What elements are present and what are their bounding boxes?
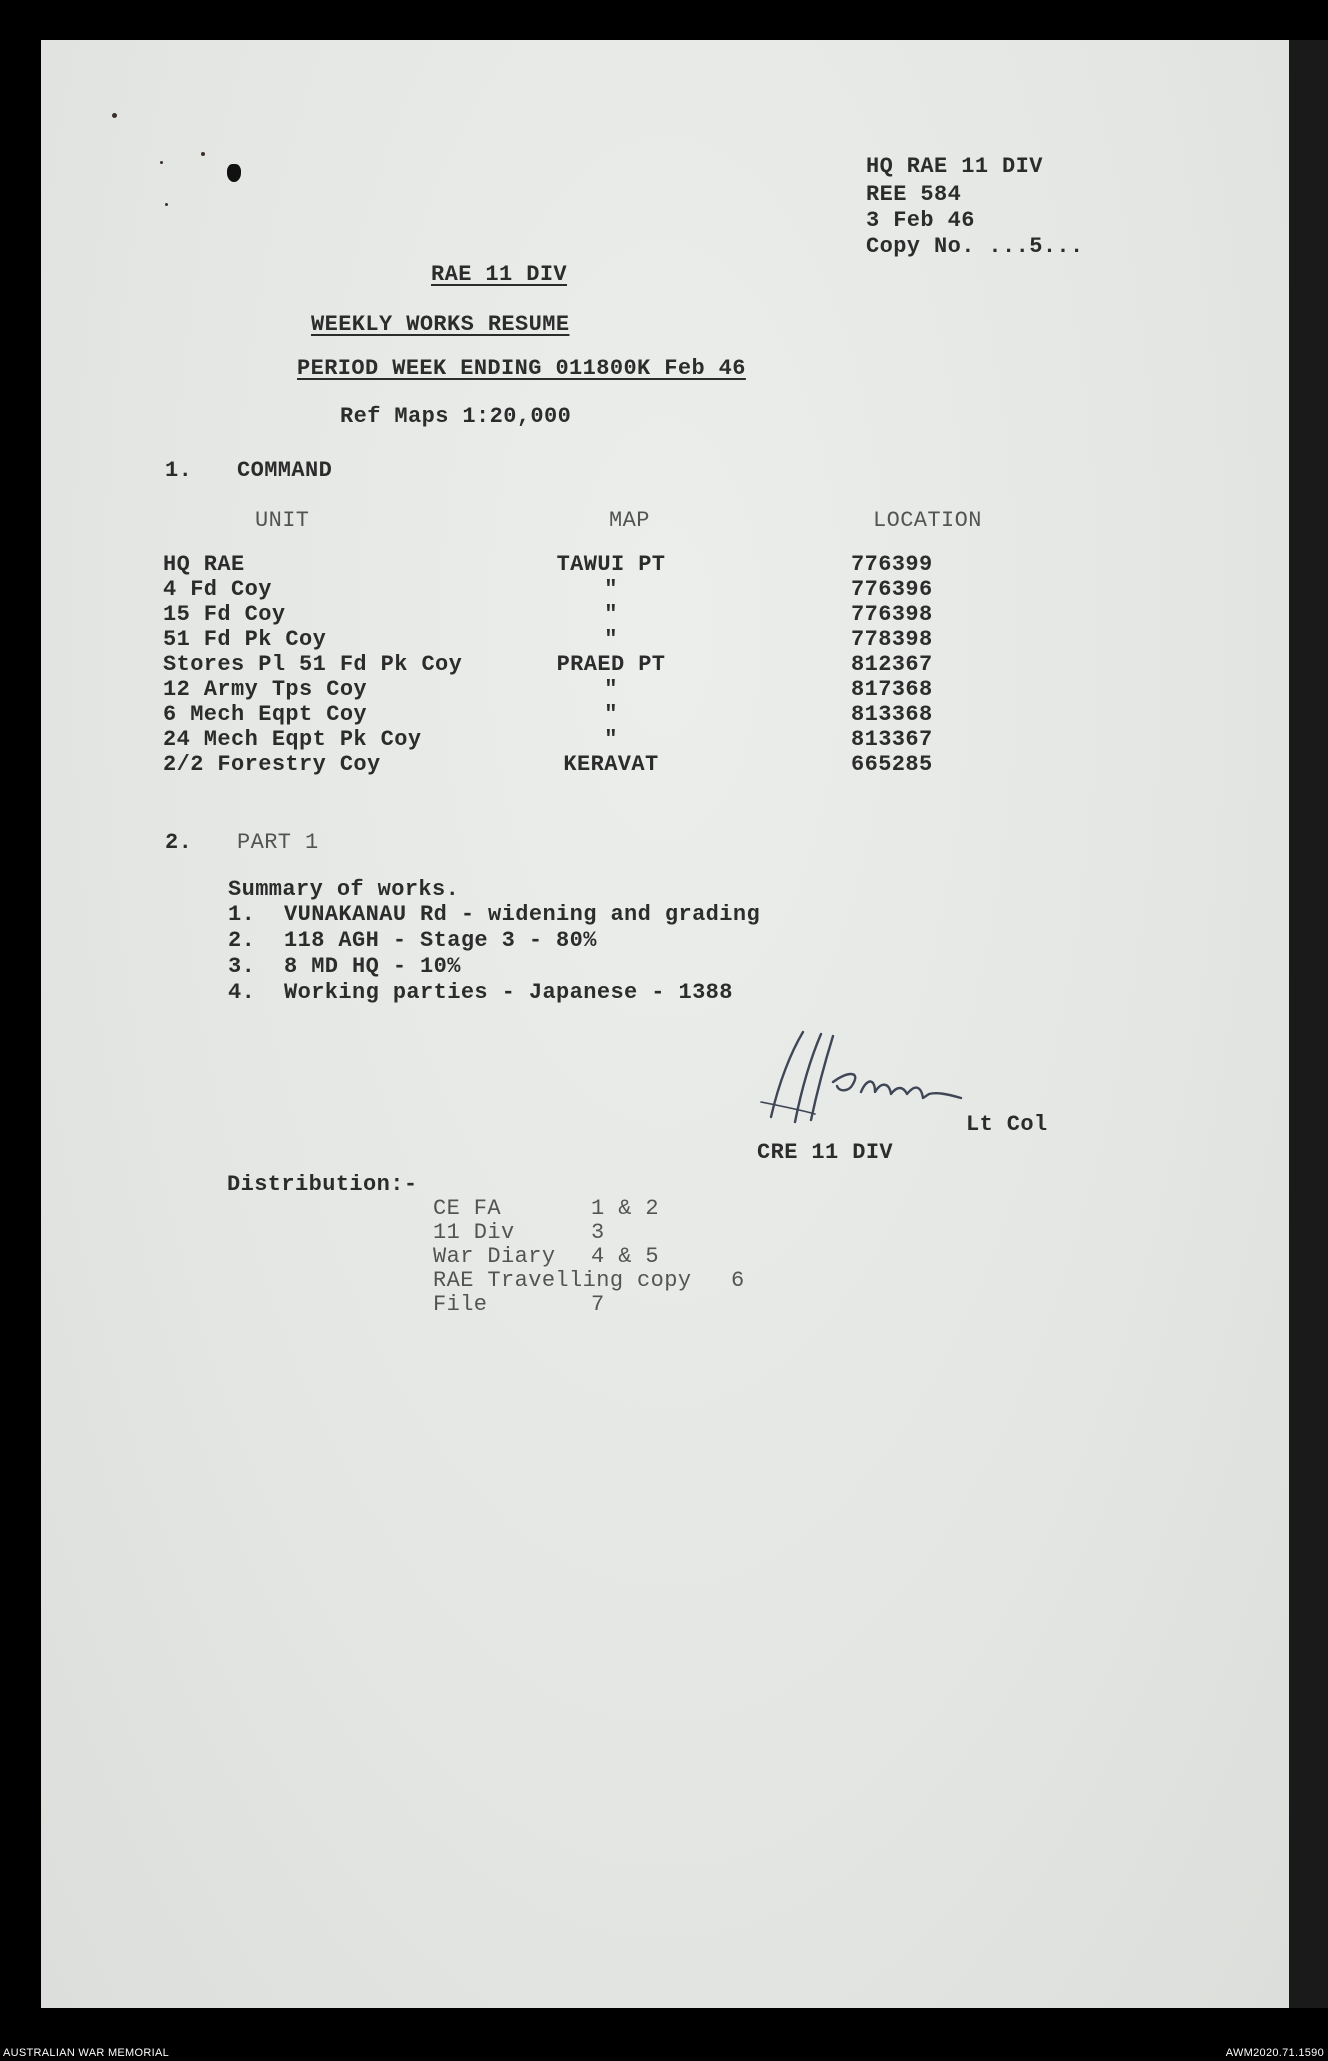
distribution-recipient: CE FA (433, 1196, 502, 1221)
signature-title: CRE 11 DIV (757, 1140, 894, 1165)
handwritten-signature (751, 1022, 1001, 1132)
works-list (41, 902, 1289, 1022)
unit-map: " (604, 702, 618, 727)
units-table (41, 552, 1289, 792)
list-item-number: 2. (228, 928, 256, 953)
list-item-number: 1. (228, 902, 256, 927)
list-item-number: 3. (228, 954, 256, 979)
table-row (41, 677, 1289, 701)
section2-number: 2. (165, 830, 193, 855)
distribution-recipient: War Diary (433, 1244, 556, 1269)
list-item: VUNAKANAU Rd - widening and grading (284, 902, 761, 927)
distribution-copy-number: 6 (731, 1268, 745, 1293)
unit-map: KERAVAT (563, 752, 659, 777)
table-row (41, 702, 1289, 726)
section2-heading: PART 1 (237, 830, 319, 855)
unit-map: " (604, 677, 618, 702)
table-row (41, 552, 1289, 576)
unit-name: 24 Mech Eqpt Pk Coy (163, 727, 422, 752)
distribution-label: Distribution:- (227, 1172, 418, 1197)
col-header-location: LOCATION (873, 508, 982, 533)
footer-accession-number: AWM2020.71.1590 (1225, 2047, 1324, 2059)
header-hq: HQ RAE 11 DIV (866, 154, 1043, 179)
unit-location: 665285 (851, 752, 933, 777)
list-item: 118 AGH - Stage 3 - 80% (284, 928, 597, 953)
list-item-number: 4. (228, 980, 256, 1005)
dark-edge-strip (1289, 40, 1328, 2008)
unit-name: Stores Pl 51 Fd Pk Coy (163, 652, 463, 677)
footer-archive-name: AUSTRALIAN WAR MEMORIAL (3, 2047, 170, 2059)
unit-location: 778398 (851, 627, 933, 652)
table-row (41, 727, 1289, 751)
distribution-recipient: File (433, 1292, 488, 1317)
unit-map: " (604, 727, 618, 752)
paper-hole (227, 164, 241, 182)
ref-maps: Ref Maps 1:20,000 (340, 404, 572, 429)
distribution-copy-number: 4 & 5 (591, 1244, 660, 1269)
header-ref: REE 584 (866, 182, 962, 207)
table-row (41, 752, 1289, 776)
paper-blemish (165, 203, 168, 206)
unit-location: 776398 (851, 602, 933, 627)
unit-name: HQ RAE (163, 552, 245, 577)
unit-location: 813367 (851, 727, 933, 752)
doc-title-unit: RAE 11 DIV (431, 262, 568, 287)
col-header-map: MAP (609, 508, 650, 533)
distribution-list (41, 1196, 1289, 1326)
paper-blemish (160, 161, 163, 164)
col-header-unit: UNIT (255, 508, 310, 533)
table-row (41, 652, 1289, 676)
unit-map: TAWUI PT (556, 552, 666, 577)
table-row (41, 627, 1289, 651)
distribution-recipient: 11 Div (433, 1220, 515, 1245)
table-row (41, 577, 1289, 601)
unit-map: " (604, 577, 618, 602)
paper-blemish (201, 152, 205, 156)
unit-map: " (604, 602, 618, 627)
unit-map: " (604, 627, 618, 652)
header-date: 3 Feb 46 (866, 208, 975, 233)
unit-location: 776396 (851, 577, 933, 602)
unit-name: 2/2 Forestry Coy (163, 752, 381, 777)
list-item: 8 MD HQ - 10% (284, 954, 461, 979)
header-copy-number: Copy No. ...5... (866, 234, 1084, 259)
unit-location: 812367 (851, 652, 933, 677)
unit-location: 817368 (851, 677, 933, 702)
distribution-recipient: RAE Travelling copy (433, 1268, 692, 1293)
summary-label: Summary of works. (228, 877, 460, 902)
list-item: Working parties - Japanese - 1388 (284, 980, 733, 1005)
distribution-copy-number: 3 (591, 1220, 605, 1245)
unit-name: 4 Fd Coy (163, 577, 272, 602)
unit-location: 813368 (851, 702, 933, 727)
unit-map: PRAED PT (556, 652, 666, 677)
distribution-copy-number: 7 (591, 1292, 605, 1317)
section1-number: 1. (165, 458, 193, 483)
doc-period: PERIOD WEEK ENDING 011800K Feb 46 (297, 356, 746, 381)
document-page (41, 40, 1289, 2008)
paper-blemish (112, 113, 117, 118)
unit-name: 6 Mech Eqpt Coy (163, 702, 368, 727)
signature-rank: Lt Col (966, 1112, 1048, 1137)
distribution-copy-number: 1 & 2 (591, 1196, 660, 1221)
unit-location: 776399 (851, 552, 933, 577)
unit-name: 15 Fd Coy (163, 602, 286, 627)
section1-heading: COMMAND (237, 458, 333, 483)
unit-name: 12 Army Tps Coy (163, 677, 368, 702)
unit-name: 51 Fd Pk Coy (163, 627, 327, 652)
table-row (41, 602, 1289, 626)
doc-title: WEEKLY WORKS RESUME (311, 312, 570, 337)
